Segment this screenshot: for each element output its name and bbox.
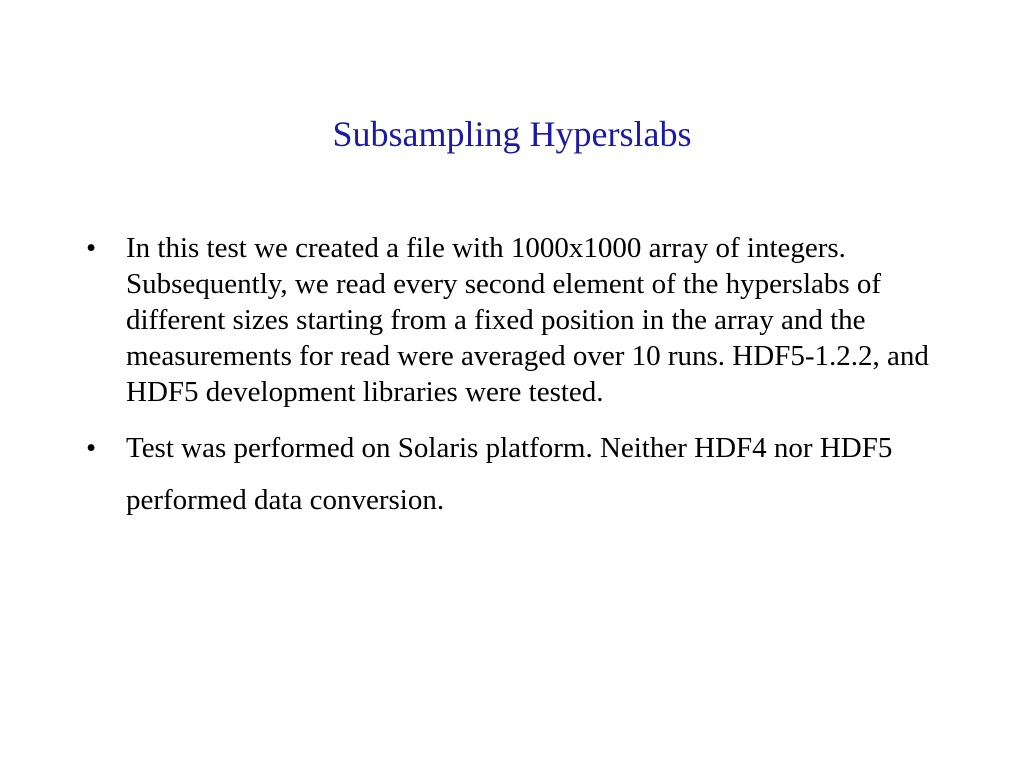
bullet-item-2	[78, 422, 948, 526]
bullet-item-1	[78, 230, 948, 410]
bullet-icon: •	[86, 232, 97, 264]
bullet-list	[78, 230, 948, 526]
bullet-text-2: Test was performed on Solaris platform. Neither HDF4 nor HDF5 performed data conversion.	[126, 432, 893, 516]
slide-title: Subsampling Hyperslabs	[332, 114, 692, 154]
bullet-icon: •	[86, 432, 97, 464]
bullet-text-1: In this test we created a file with 1000x1000 array of integers. Subsequently, we read every second element of the hyperslabs of different sizes starting from a fixed position in the array and the measurements for read were averaged over 10 runs. HDF5-1.2.2, and HDF5 development libraries were tested.	[126, 232, 929, 408]
